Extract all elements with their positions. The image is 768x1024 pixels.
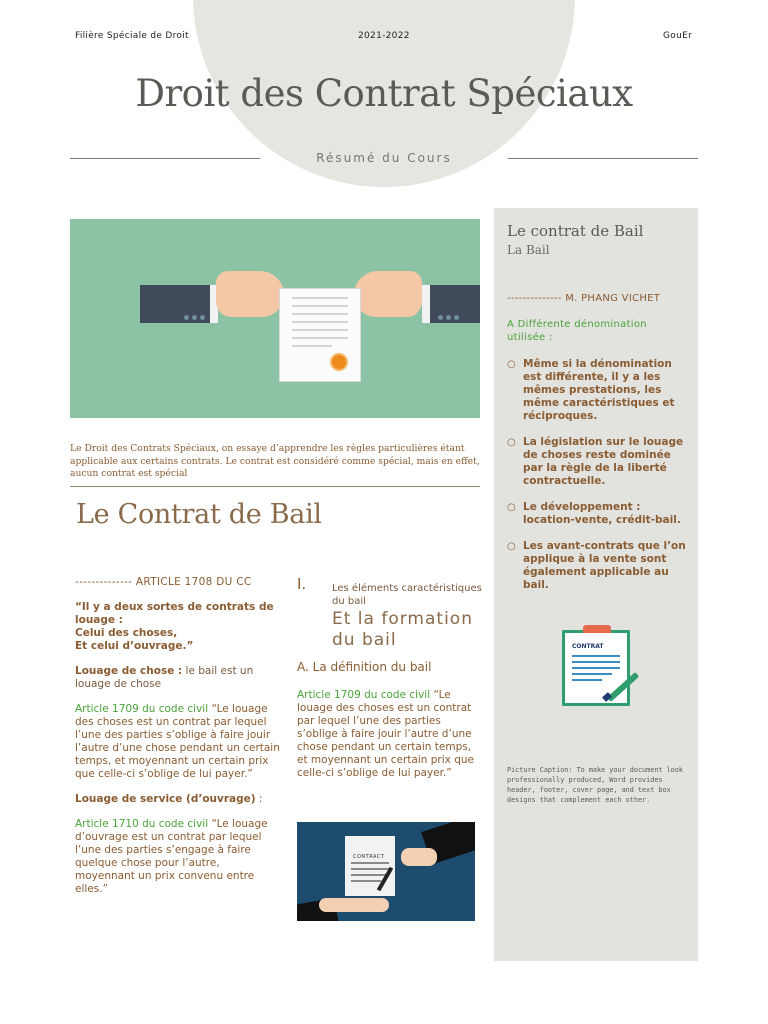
header-year: 2021-2022: [358, 31, 410, 41]
sidebar-title: Le contrat de Bail: [507, 222, 644, 240]
article-1710: Article 1710 du code civil “Le louage d’ouvrage est un contrat par lequel l’une des parties s’engage à faire quelque chose pour l’autre, moyennant un prix convenu entre elles.”: [75, 818, 268, 895]
picture-caption: Picture Caption: To make your document look professionally produced, Word provides header, footer, cover page, and text box designs that complement each other.: [507, 766, 683, 804]
article-1709-left: Article 1709 du code civil “Le louage des choses est un contrat par lequel l’une des parties s’oblige à faire jouir l’autre d’une chose pendant un certain temps, et moyennant un certain prix que celle-ci s’oblige de lui payer.”: [75, 703, 280, 780]
intro-divider: [70, 486, 480, 487]
list-item: ○ Les avant-contrats que l’on applique à la vente sont également applicable au bail.: [507, 540, 686, 591]
right-sleeve: [430, 285, 480, 323]
article-heading: -------------- ARTICLE 1708 DU CC: [75, 576, 252, 588]
document-subtitle: Résumé du Cours: [316, 151, 452, 165]
bullet-icon: ○: [507, 437, 516, 448]
clipboard-label: CONTRAT: [572, 643, 604, 650]
contract-label: CONTRACT: [353, 854, 385, 860]
list-item: ○ La législation sur le louage de choses reste dominée par la règle de la liberté contractuelle.: [507, 436, 684, 487]
bullet-icon: ○: [507, 359, 516, 370]
section-title: Le Contrat de Bail: [76, 499, 322, 530]
section-subheading: Et la formation du bail: [332, 609, 473, 650]
right-hand: [354, 271, 422, 317]
article-1709-middle: Article 1709 du code civil “Le louage des choses est un contrat par lequel l’une des parties s’oblige à faire jouir l’autre d’une chose pendant un certain temps, et moyennant un certain prix que celle-ci s’oblige de lui payer.”: [297, 689, 474, 779]
louage-service: Louage de service (d’ouvrage) :: [75, 793, 263, 805]
bullet-icon: ○: [507, 541, 516, 552]
section-numeral: I.: [297, 575, 307, 593]
section-label: Les éléments caractéristiques du bail: [332, 583, 482, 607]
sidebar: [494, 208, 698, 961]
bullet-icon: ○: [507, 502, 516, 513]
left-hand: [216, 271, 284, 317]
divider-right: [508, 158, 698, 159]
left-sleeve: [140, 285, 210, 323]
sidebar-heading: A Différente dénomination utilisée :: [507, 319, 647, 343]
contract-paper: [345, 836, 395, 896]
sidebar-list: [507, 358, 687, 605]
intro-paragraph: Le Droit des Contrats Spéciaux, on essaye d’apprendre les règles particulières étant applicable aux certains contrats. Le contrat est considéré comme spécial, mais en effet, aucun contrat est spécial: [70, 443, 480, 479]
contract-document: [280, 289, 360, 381]
header-left: Filière Spéciale de Droit: [75, 31, 189, 41]
sidebar-author: -------------- M. PHANG VICHET: [507, 293, 661, 304]
seal-icon: [332, 355, 346, 369]
definition-heading: A. La définition du bail: [297, 660, 432, 674]
louage-quote: “Il y a deux sortes de contrats de louage : Celui des choses, Et celui d’ouvrage.”: [75, 601, 274, 652]
contract-signing-illustration: [297, 822, 475, 921]
list-item: ○ Même si la dénomination est différente, il y a les mêmes prestations, les même caractéristiques et réciproques.: [507, 358, 675, 422]
header-right: GouEr: [663, 31, 693, 41]
handshake-contract-illustration: [70, 219, 480, 418]
clipboard-contract-icon: [562, 630, 630, 706]
list-item: ○ Le développement : location-vente, crédit-bail.: [507, 501, 681, 526]
left-column: [75, 576, 281, 908]
document-title: Droit des Contrat Spéciaux: [135, 72, 633, 115]
sidebar-subtitle: La Bail: [507, 243, 550, 257]
louage-chose: Louage de chose : le bail est un louage de chose: [75, 665, 254, 690]
